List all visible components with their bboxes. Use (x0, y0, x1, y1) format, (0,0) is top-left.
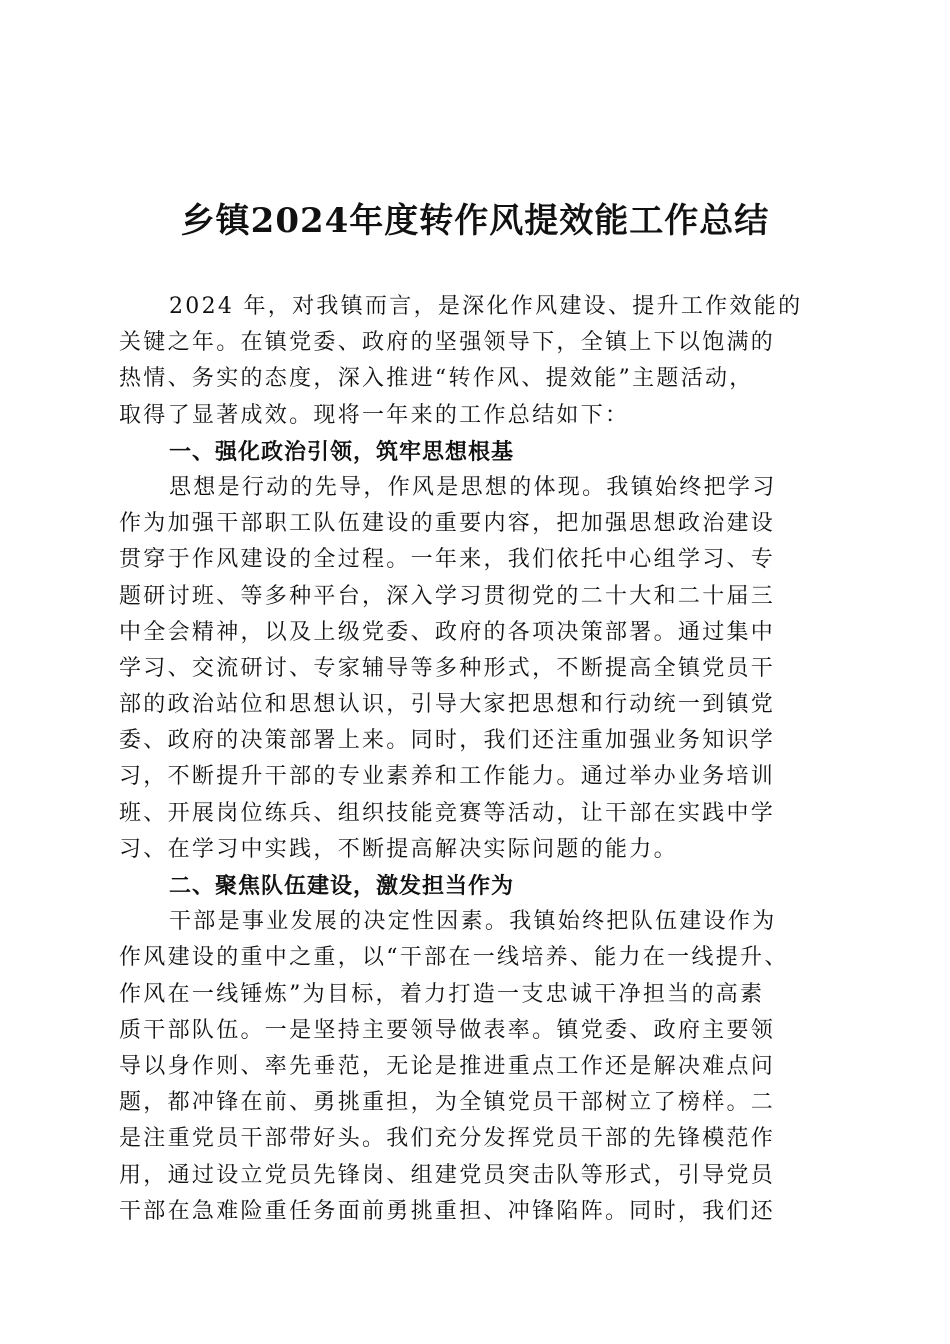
paragraph-line: 质干部队伍。一是坚持主要领导做表率。镇党委、政府主要领 (119, 1017, 776, 1043)
paragraph-line: 习、在学习中实践，不断提高解决实际问题的能力。 (119, 836, 678, 862)
paragraph-line: 热情、务实的态度，深入推进“转作风、提效能”主题活动， (119, 366, 754, 392)
paragraph-line: 委、政府的决策部署上来。同时，我们还注重加强业务知识学 (119, 728, 776, 754)
paragraph-line: 学习、交流研讨、专家辅导等多种形式，不断提高全镇党员干 (119, 655, 776, 681)
paragraph-line: 班、开展岗位练兵、组织技能竞赛等活动，让干部在实践中学 (119, 800, 776, 826)
paragraph-line: 作风在一线锤炼”为目标，着力打造一支忠诚干净担当的高素 (119, 981, 765, 1007)
paragraph-line: 2024 年，对我镇而言，是深化作风建设、提升工作效能的 (169, 294, 803, 319)
paragraph-line: 导以身作则、率先垂范，无论是推进重点工作还是解决难点问 (119, 1053, 776, 1079)
document-body (119, 289, 831, 1230)
section-heading-1: 一、强化政治引领，筑牢思想根基 (169, 438, 515, 465)
paragraph-line: 关键之年。在镇党委、政府的坚强领导下，全镇上下以饱满的 (119, 330, 776, 356)
paragraph-line: 作风建设的重中之重，以“干部在一线培养、能力在一线提升、 (119, 945, 789, 971)
paragraph-line: 取得了显著成效。现将一年来的工作总结如下： (119, 402, 630, 428)
paragraph-line: 是注重党员干部带好头。我们充分发挥党员干部的先锋模范作 (119, 1126, 776, 1152)
paragraph-line: 思想是行动的先导，作风是思想的体现。我镇始终把学习 (169, 474, 777, 500)
paragraph-line: 题，都冲锋在前、勇挑重担，为全镇党员干部树立了榜样。二 (119, 1090, 776, 1116)
paragraph-line: 干部在急难险重任务面前勇挑重担、冲锋陷阵。同时，我们还 (119, 1198, 776, 1224)
paragraph-line: 贯穿于作风建设的全过程。一年来，我们依托中心组学习、专 (119, 547, 776, 573)
paragraph-line: 用，通过设立党员先锋岗、组建党员突击队等形式，引导党员 (119, 1162, 776, 1188)
paragraph-line: 干部是事业发展的决定性因素。我镇始终把队伍建设作为 (169, 909, 777, 935)
section-heading-2: 二、聚焦队伍建设，激发担当作为 (169, 873, 515, 899)
paragraph-line: 部的政治站位和思想认识，引导大家把思想和行动统一到镇党 (119, 692, 776, 718)
paragraph-line: 题研讨班、等多种平台，深入学习贯彻党的二十大和二十届三 (119, 583, 776, 609)
paragraph-line: 习，不断提升干部的专业素养和工作能力。通过举办业务培训 (119, 764, 776, 790)
paragraph-line: 中全会精神，以及上级党委、政府的各项决策部署。通过集中 (119, 619, 776, 645)
document-title: 乡镇2024年度转作风提效能工作总结 (180, 201, 770, 241)
paragraph-line: 作为加强干部职工队伍建设的重要内容，把加强思想政治建设 (119, 511, 776, 537)
